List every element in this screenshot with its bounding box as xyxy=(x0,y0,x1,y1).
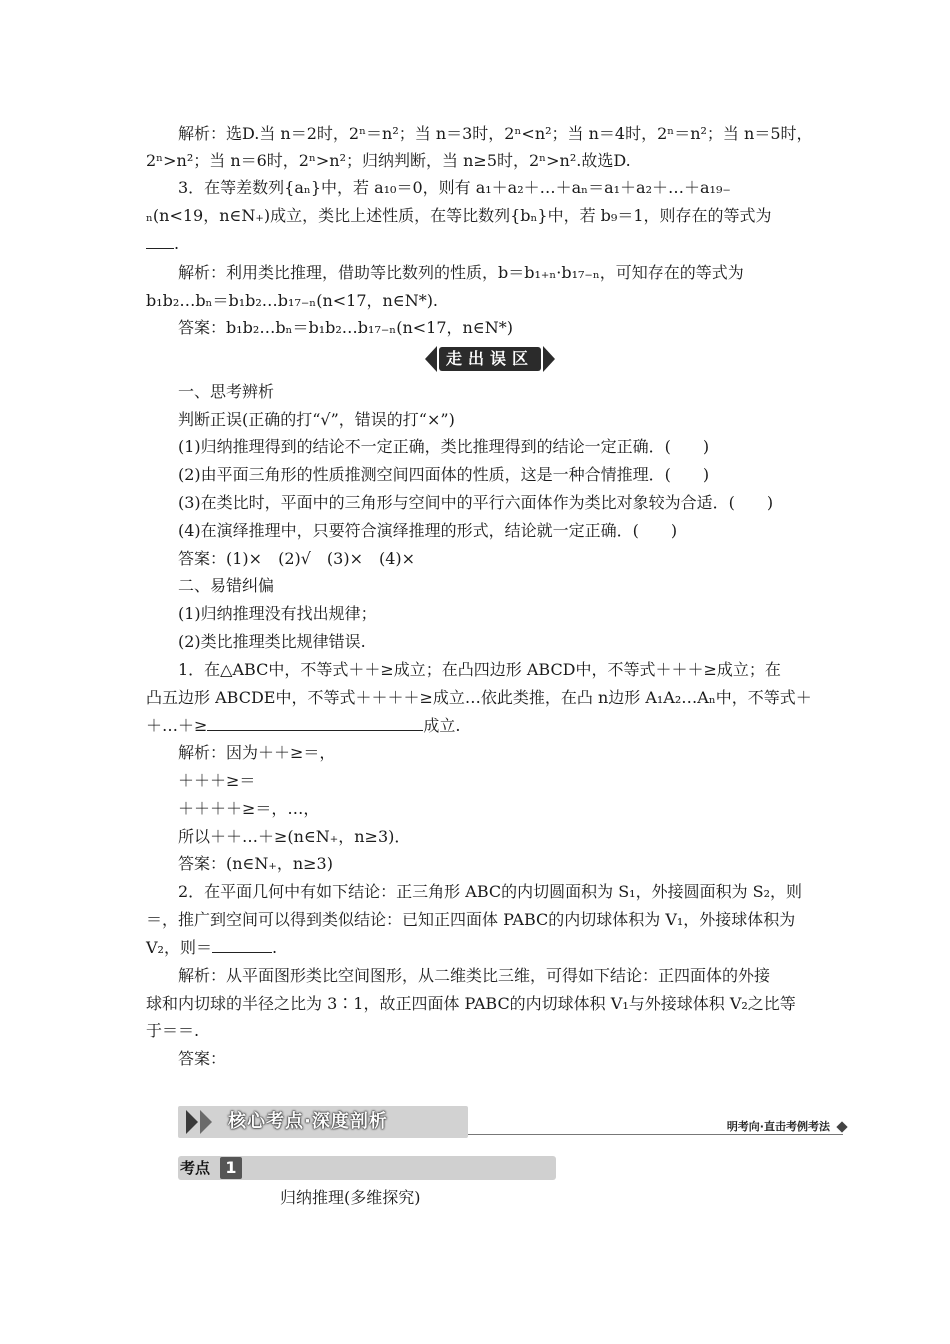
section-header xyxy=(178,1106,850,1140)
solution-line: 2ⁿ>n²；当 n＝6时，2ⁿ>n²；归纳判断，当 n≥5时，2ⁿ>n².故选D. xyxy=(146,151,631,170)
question-3-line: 3．在等差数列{aₙ}中，若 a₁₀＝0，则有 a₁＋a₂＋…＋aₙ＝a₁＋a₂＋…＋a₁₉₋ xyxy=(178,178,731,197)
solution-line: 解析：选D.当 n＝2时，2ⁿ＝n²；当 n＝3时，2ⁿ<n²；当 n＝4时，2ⁿ＝n²；当 n＝5时， xyxy=(178,124,813,143)
answer-line: 答案：(1)× (2)√ (3)× (4)× xyxy=(178,549,416,568)
answer-blank xyxy=(146,234,174,249)
answer-line: 答案：b₁b₂…bₙ＝b₁b₂…b₁₇₋ₙ(n<17，n∈N*) xyxy=(178,318,513,337)
solution-line: 球和内切球的半径之比为 3∶1，故正四面体 PABC的内切球体积 V₁与外接球体积 V₂之比等 xyxy=(146,994,796,1013)
section-banner xyxy=(425,346,555,372)
judge-item: (4)在演绎推理中，只要符合演绎推理的形式，结论就一定正确．( ) xyxy=(178,521,678,540)
solution-line: 解析：因为＋＋≥＝， xyxy=(178,743,336,762)
judge-item: (3)在类比时，平面中的三角形与空间中的平行六面体作为类比对象较为合适．( ) xyxy=(178,493,774,512)
answer-line: 答案：(n∈N₊，n≥3) xyxy=(178,854,333,873)
solution-line: b₁b₂…bₙ＝b₁b₂…b₁₇₋ₙ(n<17，n∈N*). xyxy=(146,291,439,310)
list-item: (1)归纳推理没有找出规律； xyxy=(178,604,377,623)
solution-line: 所以＋＋…＋≥(n∈N₊，n≥3)． xyxy=(178,827,411,846)
subsection-heading: 一、思考辨析 xyxy=(178,382,275,401)
chevron-right-icon xyxy=(200,1110,212,1134)
solution-line: 解析：利用类比推理，借助等比数列的性质，b＝b₁₊ₙ·b₁₇₋ₙ，可知存在的等式为 xyxy=(178,263,744,282)
answer-line: 答案： xyxy=(178,1049,227,1068)
chevron-right-icon xyxy=(186,1110,198,1134)
solution-line: 解析：从平面图形类比空间图形，从二维类比三维，可得如下结论：正四面体的外接 xyxy=(178,966,771,985)
kaodian-number: 1 xyxy=(220,1157,242,1179)
kaodian-label: 考点 xyxy=(180,1159,211,1177)
banner-right-arrow-icon xyxy=(543,346,555,372)
answer-blank xyxy=(212,938,272,953)
diamond-icon xyxy=(836,1121,847,1132)
list-item: (2)类比推理类比规律错误. xyxy=(178,632,366,651)
exercise-1-line: 1．在△ABC中，不等式＋＋≥成立；在凸四边形 ABCD中，不等式＋＋＋≥成立；在 xyxy=(178,660,781,679)
judge-item: (1)归纳推理得到的结论不一定正确，类比推理得到的结论一定正确．( ) xyxy=(178,437,710,456)
exercise-1-line: ＋…＋≥ 成立. xyxy=(146,716,461,735)
exercise-2-line: 2．在平面几何中有如下结论：正三角形 ABC的内切圆面积为 S₁，外接圆面积为 S₂，则 xyxy=(178,882,803,901)
judge-item: (2)由平面三角形的性质推测空间四面体的性质，这是一种合情推理．( ) xyxy=(178,465,710,484)
instruction: 判断正误(正确的打“√”，错误的打“×”) xyxy=(178,410,455,429)
solution-line: ＋＋＋＋≥＝，…， xyxy=(178,799,320,818)
subsection-heading: 二、易错纠偏 xyxy=(178,576,275,595)
kaodian-topic: 归纳推理(多维探究) xyxy=(280,1188,421,1207)
divider xyxy=(468,1134,843,1135)
section-tagline: 明考向·直击考例考法 xyxy=(726,1120,830,1133)
solution-line: 于＝＝. xyxy=(146,1021,200,1040)
exercise-2-line: V₂，则＝ . xyxy=(146,938,278,957)
banner-left-arrow-icon xyxy=(425,346,437,372)
answer-blank xyxy=(207,716,423,731)
banner-title: 走出误区 xyxy=(439,347,541,371)
question-3-line: . xyxy=(146,234,179,254)
exercise-1-line: 凸五边形 ABCDE中，不等式＋＋＋＋≥成立…依此类推，在凸 n边形 A₁A₂…Aₙ中，不等式＋ xyxy=(146,688,812,707)
section-title: 核心考点·深度剖析 xyxy=(228,1111,388,1132)
exercise-2-line: ＝，推广到空间可以得到类似结论：已知正四面体 PABC的内切球体积为 V₁，外接球体积为 xyxy=(146,910,796,929)
kaodian-header xyxy=(178,1156,556,1180)
solution-line: ＋＋＋≥＝ xyxy=(178,771,256,790)
question-3-line: ₙ(n<19，n∈N₊)成立，类比上述性质，在等比数列{bₙ}中，若 b₉＝1，则存在的等式为 xyxy=(146,206,772,225)
